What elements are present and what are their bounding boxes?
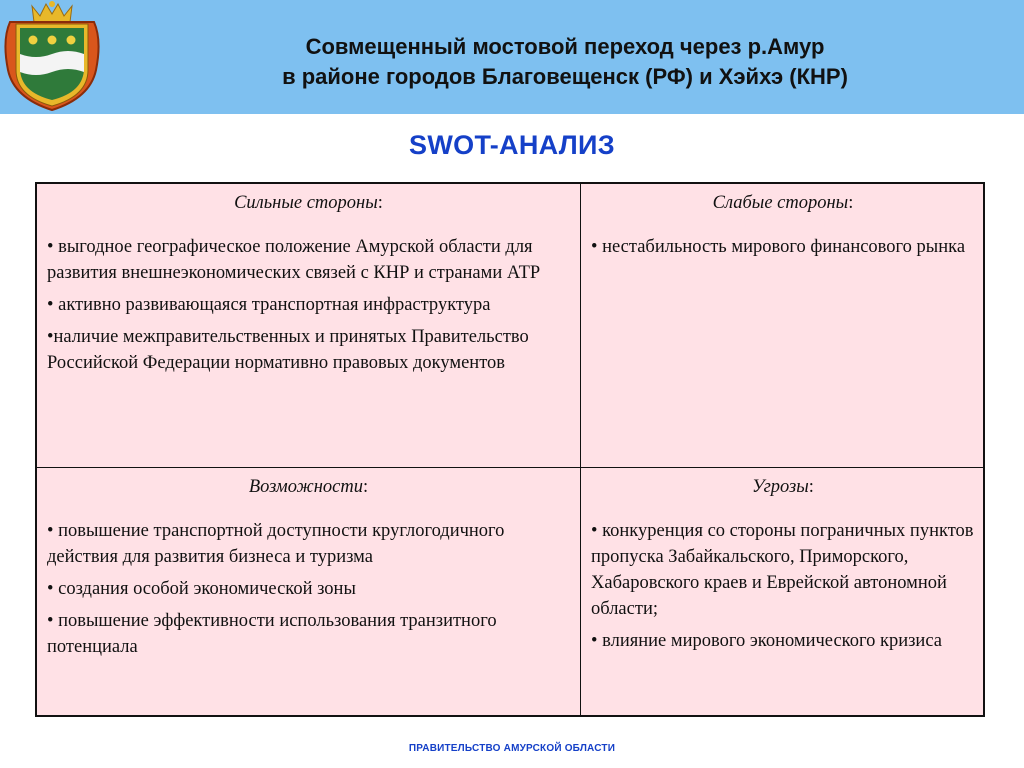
opportunities-item: • повышение транспортной доступности круглогодичного действия для развития бизнеса и туризма bbox=[47, 521, 505, 567]
strengths-cell bbox=[37, 184, 580, 467]
opportunities-item: • повышение эффективности использования транзитного потенциала bbox=[47, 611, 497, 657]
weaknesses-title: Слабые стороны: bbox=[712, 193, 854, 213]
threats-item: • конкуренция со стороны пограничных пунктов пропуска Забайкальского, Приморского, Хабаровского краев и Еврейской автономной области; bbox=[591, 521, 974, 619]
threats-item: • влияние мирового экономического кризиса bbox=[591, 631, 942, 651]
title-line-2: в районе городов Благовещенск (РФ) и Хэйхэ (КНР) bbox=[282, 64, 848, 89]
threats-cell bbox=[581, 468, 983, 715]
strengths-title: Сильные стороны: bbox=[234, 193, 383, 213]
title-line-1: Совмещенный мостовой переход через р.Амур bbox=[305, 34, 825, 59]
swot-table bbox=[35, 182, 985, 717]
page-title bbox=[150, 32, 980, 92]
footer-label: ПРАВИТЕЛЬСТВО АМУРСКОЙ ОБЛАСТИ bbox=[408, 743, 616, 754]
opportunities-item: • создания особой экономической зоны bbox=[47, 579, 356, 599]
coat-of-arms-icon bbox=[2, 0, 102, 112]
opportunities-title: Возможности: bbox=[248, 477, 369, 497]
weaknesses-cell bbox=[581, 184, 983, 467]
strengths-item: • выгодное географическое положение Амурской области для развития внешнеэкономических связей с КНР и странами АТР bbox=[47, 237, 541, 283]
weaknesses-item: • нестабильность мирового финансового рынка bbox=[591, 237, 966, 257]
header-banner bbox=[0, 0, 1024, 114]
swot-heading: SWOT-АНАЛИЗ bbox=[409, 130, 615, 160]
opportunities-cell bbox=[37, 468, 580, 715]
strengths-item: •наличие межправительственных и принятых Правительство Российской Федерации нормативно правовых документов bbox=[47, 327, 529, 373]
strengths-item: • активно развивающаяся транспортная инфраструктура bbox=[47, 295, 491, 315]
threats-title: Угрозы: bbox=[752, 477, 814, 497]
